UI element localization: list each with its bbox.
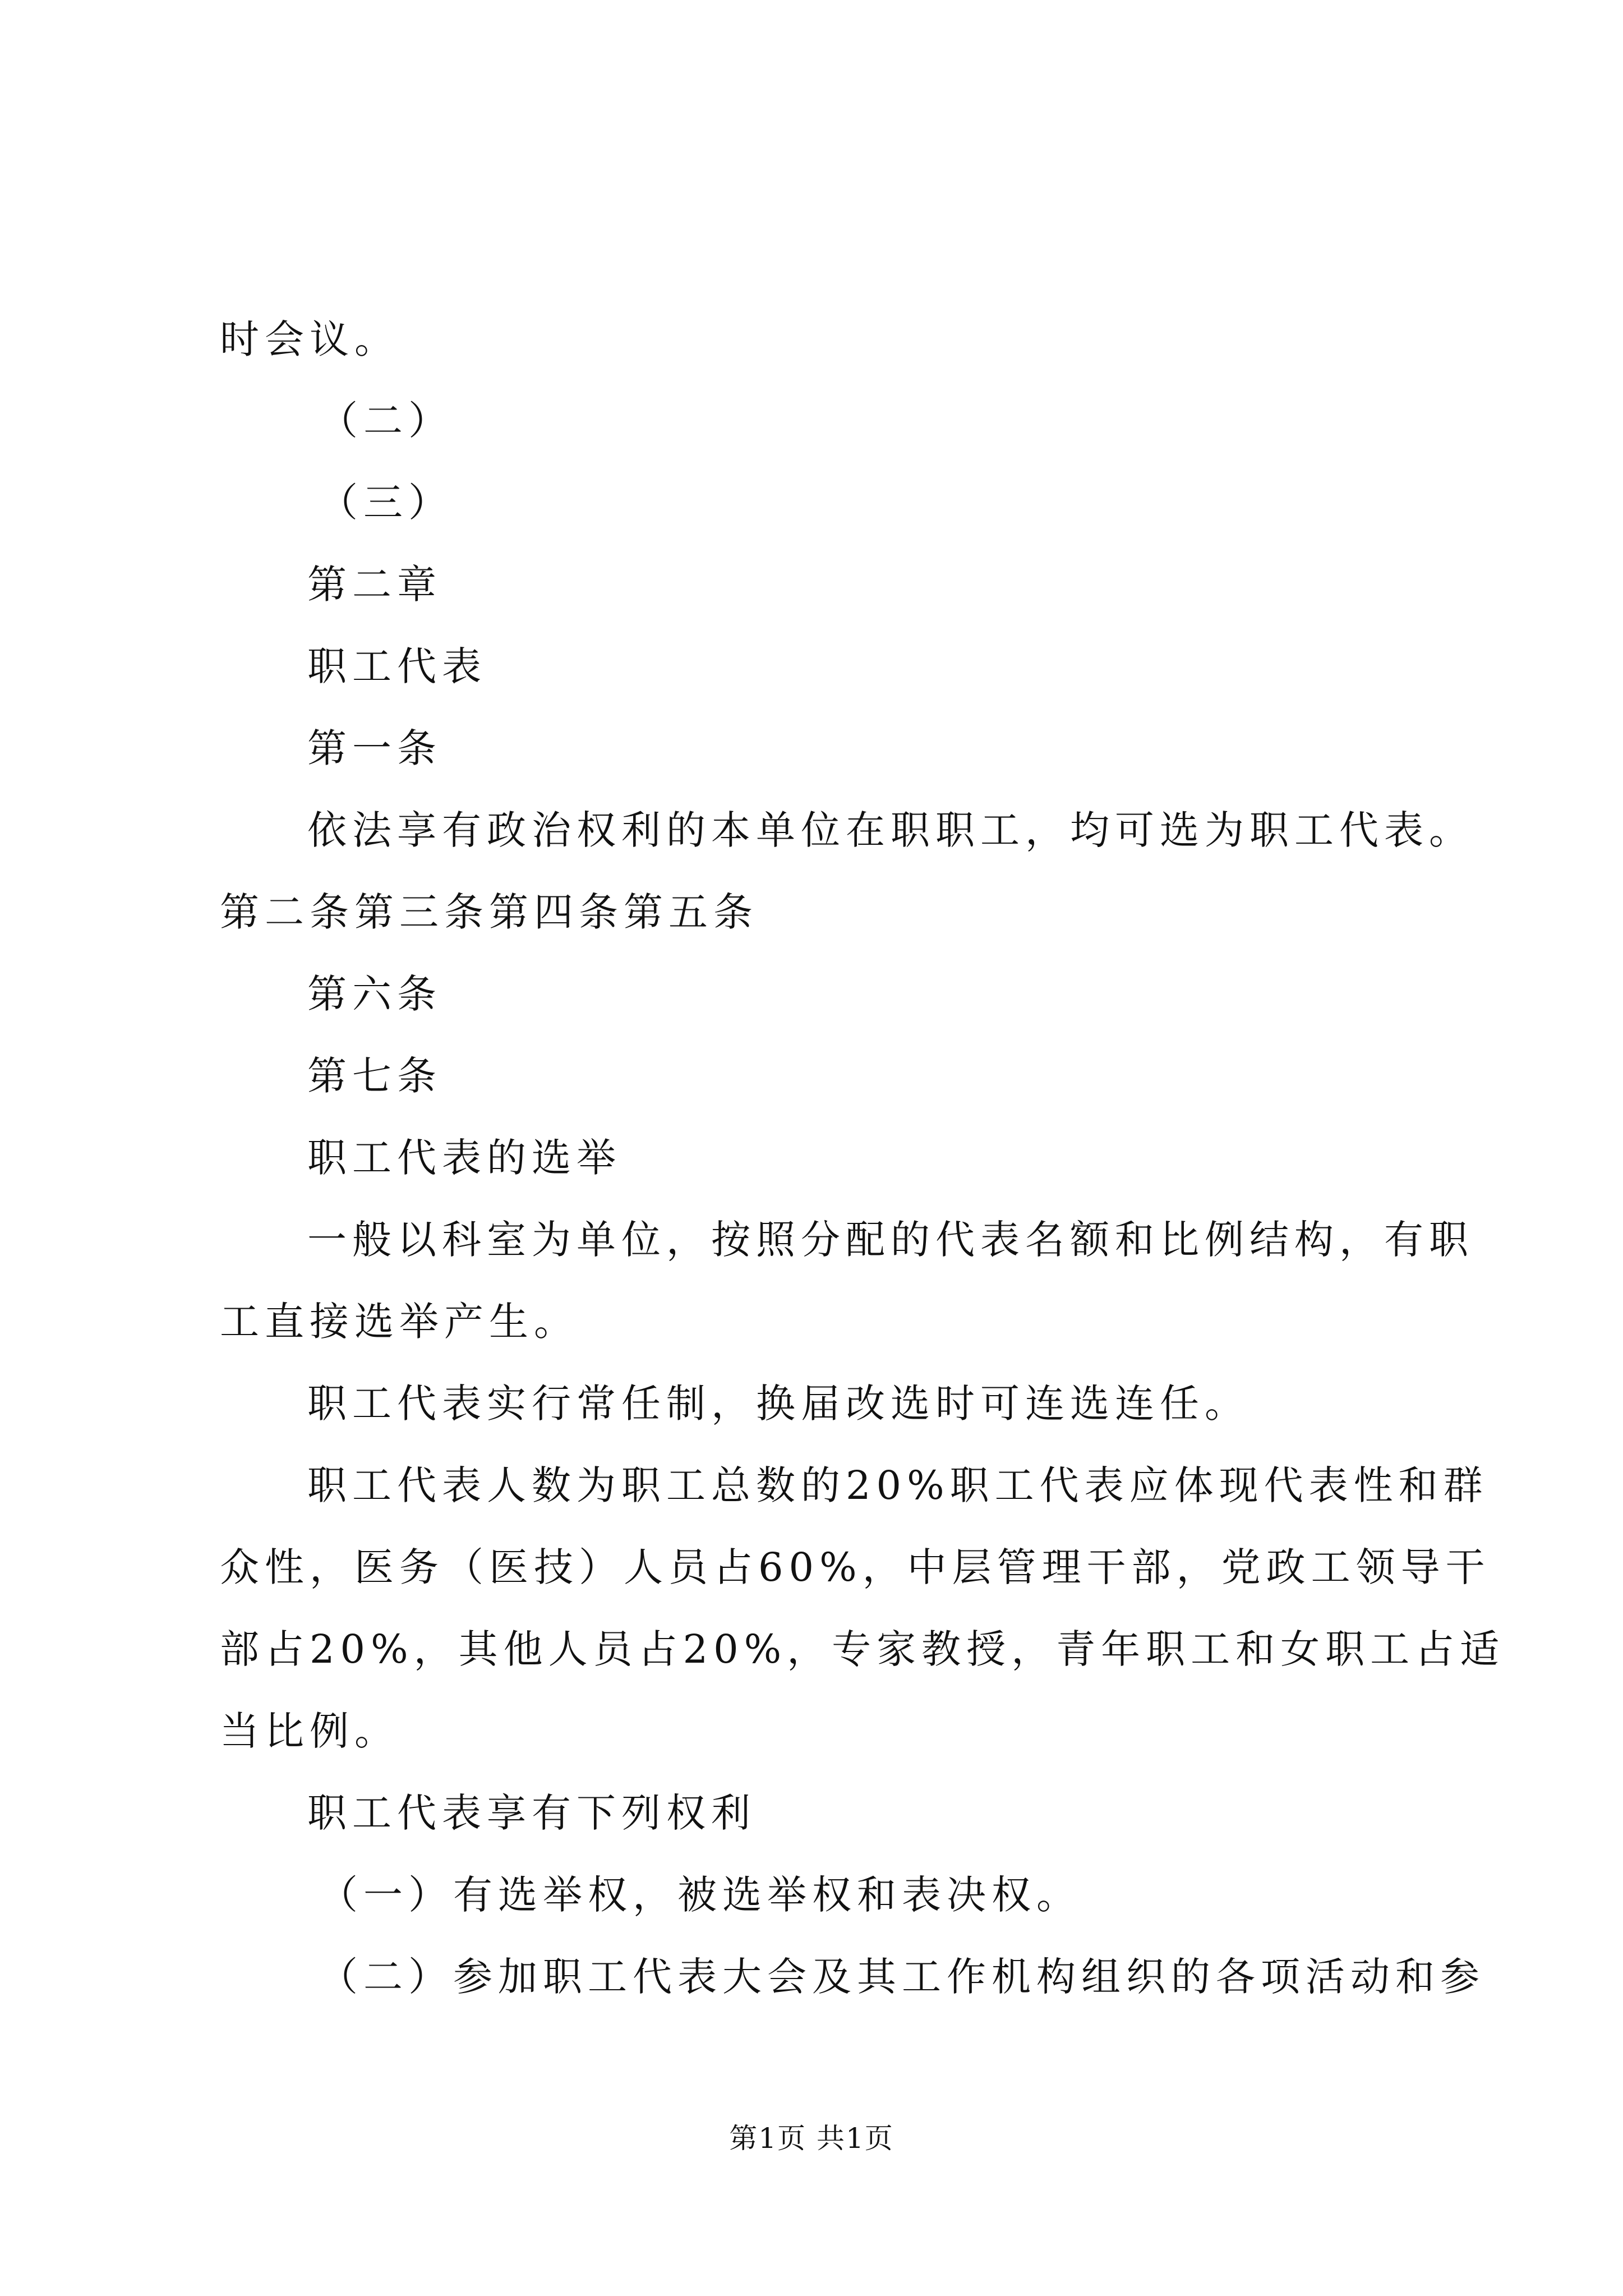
text-line: （三） [319, 480, 453, 526]
chapter-heading: 第二章 [307, 562, 442, 608]
text-line: 当比例。 [220, 1708, 399, 1754]
text-line: 第二条第三条第四条第五条 [220, 889, 758, 935]
article-heading: 第七条 [307, 1053, 442, 1099]
text-line: 部占20%，其他人员占20%，专家教授，青年职工和女职工占适 [220, 1626, 1505, 1672]
text-line: 工直接选举产生。 [220, 1299, 579, 1345]
text-line: 众性，医务（医技）人员占60%，中层管理干部，党政工领导干 [220, 1544, 1491, 1590]
text-line: 依法享有政治权利的本单位在职职工，均可选为职工代表。 [307, 807, 1474, 853]
article-heading: 第一条 [307, 725, 442, 771]
page-footer: 第1页 共1页 [729, 2122, 894, 2155]
text-line: 一般以科室为单位，按照分配的代表名额和比例结构，有职 [307, 1217, 1474, 1263]
chapter-title: 职工代表 [307, 643, 487, 689]
section-heading: 职工代表的选举 [307, 1135, 621, 1181]
text-line: 职工代表人数为职工总数的20%职工代表应体现代表性和群 [307, 1462, 1488, 1508]
list-item: （二）参加职工代表大会及其工作机构组织的各项活动和参 [319, 1954, 1485, 2000]
text-line: 职工代表实行常任制，换届改选时可连选连任。 [307, 1381, 1249, 1427]
text-line: 职工代表享有下列权利 [307, 1790, 756, 1836]
text-line: （二） [319, 398, 453, 444]
article-heading: 第六条 [307, 971, 442, 1017]
list-item: （一）有选举权，被选举权和表决权。 [319, 1872, 1081, 1918]
text-line: 时会议。 [220, 316, 399, 362]
